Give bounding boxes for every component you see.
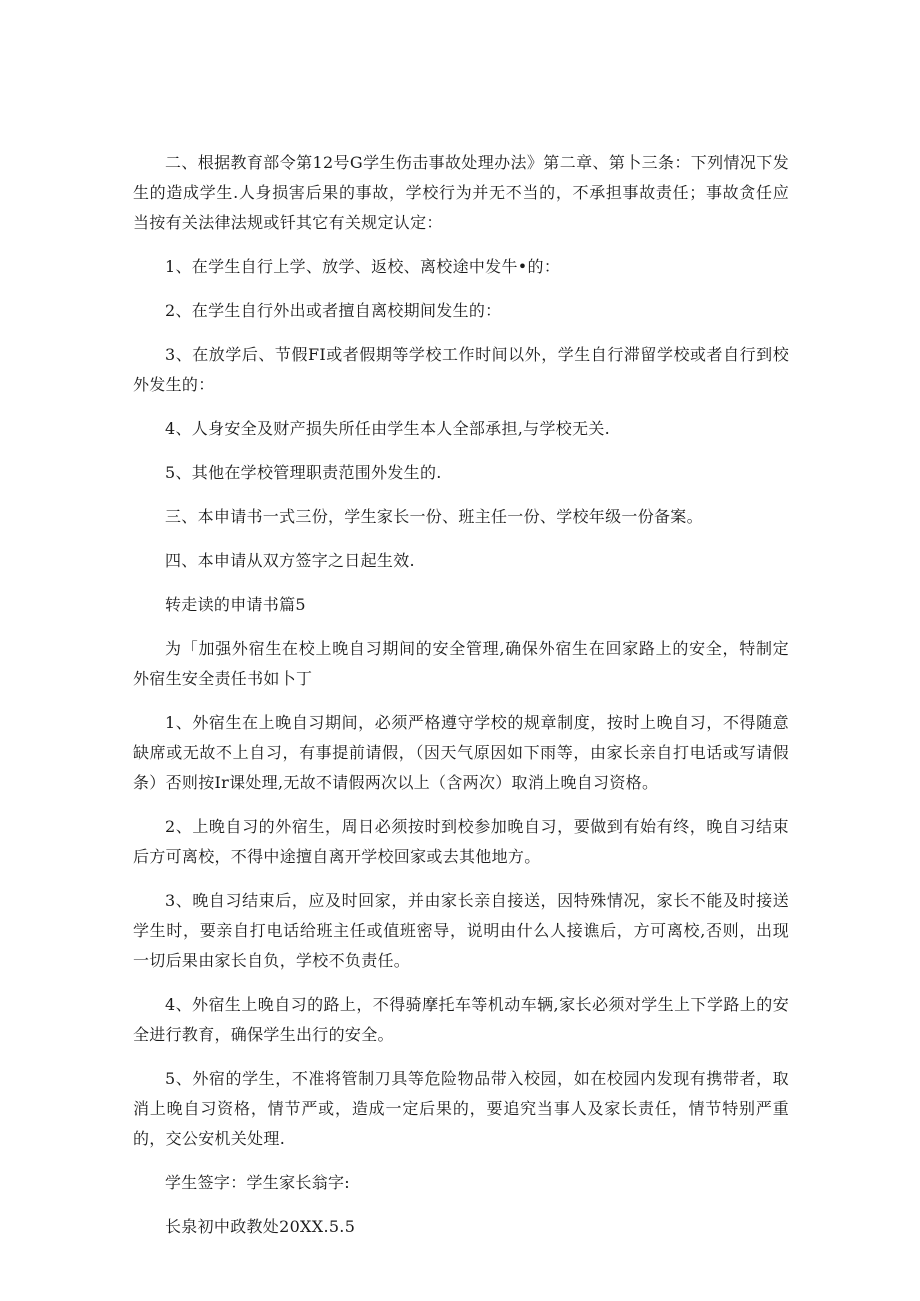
rule-item-3: 3、晚自习结束后，应及时回家，并由家长亲自接送，因特殊情况，家长不能及时接送学生时，要亲自打电话给班主任或值班密导，说明由什么人接谯后，方可离校,否则，出现一切后果由家长自负，学校不负责任。 [133, 891, 789, 970]
paragraph-copies: 三、本申请书一式三份，学生家长一份、班主任一份、学校年级一份备案。 [165, 507, 703, 526]
paragraph-liability-clause: 二、根据教育部令第12号G学生伤击事故处理办法》第二章、第卜三条：下列情况下发生的造成学生.人身损害后果的事故，学校行为并无不当的，不承担事故责任；事故贪任应当按有关法律法规或钎其它有关规定认定： [133, 153, 789, 232]
list-item-1: 1、在学生自行上学、放学、返校、离校途中发牛•的： [165, 257, 561, 276]
paragraph-intro: 为「加强外宿生在校上晚自习期间的安全管理,确保外宿生在回家路上的安全，特制定外宿生安全责任书如卜丁 [133, 639, 789, 688]
issuer-date: 长泉初中政教处20XX.5.5 [165, 1217, 356, 1236]
rule-item-5: 5、外宿的学生，不准将管制刀具等危险物品带入校园，如在校园内发现有携带者，取消上晚自习资格，情节严或，造成一定后果的，要追究当事人及家长责任，情节特别严重的，交公安机关处理. [133, 1069, 789, 1148]
list-item-3: 3、在放学后、节假FI或者假期等学校工作时间以外，学生自行滞留学校或者自行到校外发生的： [133, 345, 789, 394]
rule-item-1: 1、外宿生在上晚自习期间，必须严格遵守学校的规章制度，按时上晚自习，不得随意缺席或无故不上自习，有事提前请假，（因天气原因如下雨等，由家长亲自打电话或写请假条）否则按Ir课处理,无故不请假两次以上（含两次）取消上晚自习资格。 [133, 713, 789, 792]
list-item-2: 2、在学生自行外出或者擅自离校期间发生的： [165, 301, 502, 320]
rule-item-2: 2、上晚自习的外宿生，周日必须按时到校参加晚自习，要做到有始有终，晚自习结束后方可离校，不得中途擅自离开学校回家或去其他地方。 [133, 817, 789, 866]
document-body [133, 148, 789, 1256]
rule-item-4: 4、外宿生上晚自习的路上，不得骑摩托车等机动车辆,家长必须对学生上下学路上的安全进行教育，确保学生出行的安全。 [133, 995, 789, 1044]
paragraph-effective: 四、本申请从双方签字之日起生效. [165, 551, 415, 570]
list-item-4: 4、人身安全及财产损失所任由学生本人全部承担,与学校无关. [165, 419, 611, 438]
section-title: 转走读的申请书篇5 [165, 595, 306, 614]
signature-line: 学生签字：学生家长翁字: [165, 1173, 350, 1192]
list-item-5: 5、其他在学校管理职责范围外发生的. [165, 463, 442, 482]
